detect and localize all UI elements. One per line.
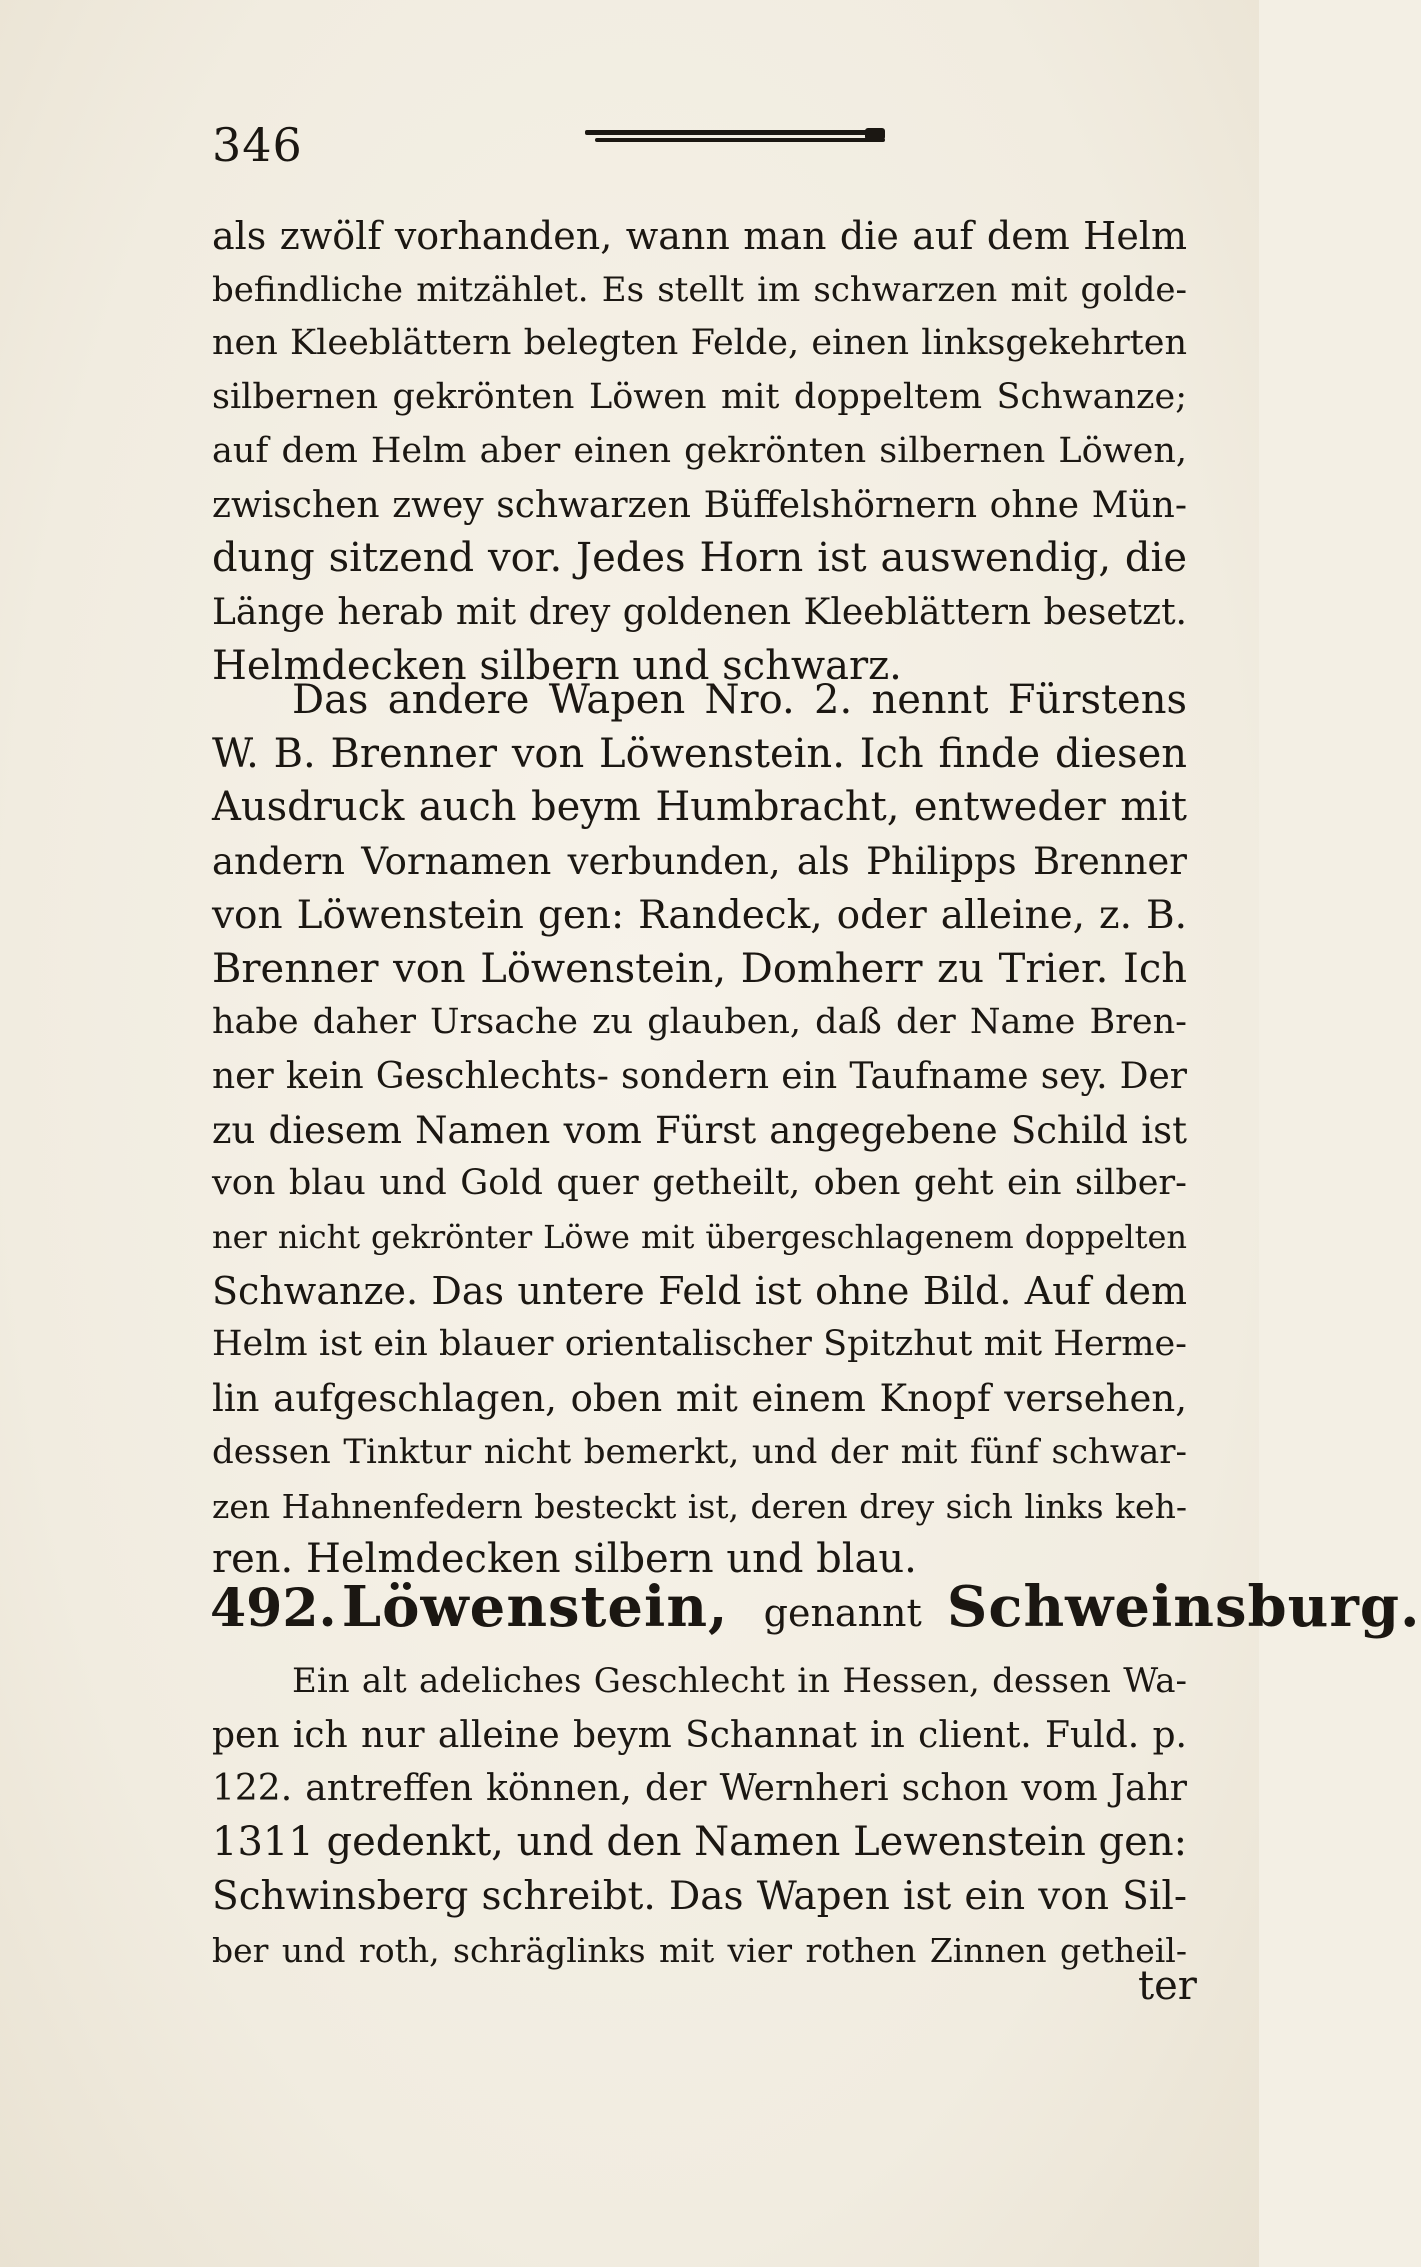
section-number: 492.: [210, 1578, 337, 1639]
text-line: ber und roth, schräglinks mit vier rothen Zinnen getheil-: [212, 1930, 1187, 1970]
text-line: ren. Helmdecken silbern und blau.: [212, 1536, 917, 1583]
text-line: Das andere Wapen Nro. 2. nennt Fürstens: [292, 677, 1187, 723]
text-line: als zwölf vorhanden, wann man die auf dem Helm: [212, 214, 1187, 258]
header-ornament: [585, 130, 885, 146]
text-line: 1311 gedenkt, und den Namen Lewenstein gen:: [212, 1819, 1188, 1866]
text-line: Helm ist ein blauer orientalischer Spitzhut mit Herme-: [212, 1324, 1187, 1365]
paragraph-3: [212, 1655, 1187, 1977]
ornament-end-flourish: [865, 128, 885, 140]
paragraph-2: [212, 674, 1187, 1587]
section-family-name: Löwenstein,: [341, 1574, 729, 1640]
text-line: auf dem Helm aber einen gekrönten silbernen Löwen,: [212, 430, 1187, 471]
catchword: ter: [1138, 1963, 1197, 2009]
text-line: von blau und Gold quer getheilt, oben geht ein silber-: [212, 1163, 1187, 1204]
text-line: W. B. Brenner von Löwenstein. Ich finde diesen: [212, 730, 1187, 777]
ornament-rule-top: [585, 130, 880, 135]
text-line: Ein alt adeliches Geschlecht in Hessen, dessen Wa-: [292, 1661, 1187, 1701]
section-genannt: genannt: [763, 1591, 922, 1635]
text-line: Länge herab mit drey goldenen Kleeblättern besetzt.: [212, 591, 1187, 633]
section-heading: [210, 1574, 1421, 1648]
text-line: dung sitzend vor. Jedes Horn ist auswendig, die: [212, 535, 1187, 582]
text-line: dessen Tinktur nicht bemerkt, und der mit fünf schwar-: [212, 1431, 1187, 1472]
page-number: 346: [212, 118, 303, 172]
text-line: Schwinsberg schreibt. Das Wapen ist ein von Sil-: [212, 1873, 1187, 1919]
section-alias-name: Schweinsburg.: [946, 1574, 1421, 1640]
text-line: Brenner von Löwenstein, Domherr zu Trier. Ich: [212, 945, 1187, 992]
text-line: zwischen zwey schwarzen Büffelshörnern ohne Mün-: [212, 484, 1187, 526]
text-line: habe daher Ursache zu glauben, daß der Name Bren-: [212, 1002, 1187, 1043]
text-line: andern Vornamen verbunden, als Philipps Brenner: [212, 840, 1187, 884]
text-line: ner nicht gekrönter Löwe mit übergeschlagenem doppelten: [212, 1218, 1187, 1257]
text-line: zen Hahnenfedern besteckt ist, deren drey sich links keh-: [212, 1486, 1187, 1526]
text-line: ner kein Geschlechts- sondern ein Taufname sey. Der: [212, 1055, 1187, 1097]
paragraph-1: [212, 210, 1187, 693]
text-line: silbernen gekrönten Löwen mit doppeltem Schwanze;: [212, 377, 1187, 418]
text-line: befindliche mitzählet. Es stellt im schwarzen mit golde-: [212, 269, 1187, 310]
text-line: lin aufgeschlagen, oben mit einem Knopf versehen,: [212, 1377, 1187, 1421]
text-line: zu diesem Namen vom Fürst angegebene Schild ist: [212, 1108, 1187, 1152]
text-line: Schwanze. Das untere Feld ist ohne Bild. Auf dem: [212, 1268, 1187, 1313]
text-line: nen Kleeblättern belegten Felde, einen linksgekehrten: [212, 323, 1187, 364]
text-line: Ausdruck auch beym Humbracht, entweder mit: [212, 784, 1187, 831]
text-line: pen ich nur alleine beym Schannat in client. Fuld. p.: [212, 1714, 1187, 1756]
text-line: Helmdecken silbern und schwarz.: [212, 642, 902, 689]
text-line: von Löwenstein gen: Randeck, oder alleine, z. B.: [212, 892, 1187, 938]
ornament-rule-bottom: [595, 138, 885, 142]
text-line: 122. antreffen können, der Wernheri schon vom Jahr: [212, 1768, 1187, 1810]
